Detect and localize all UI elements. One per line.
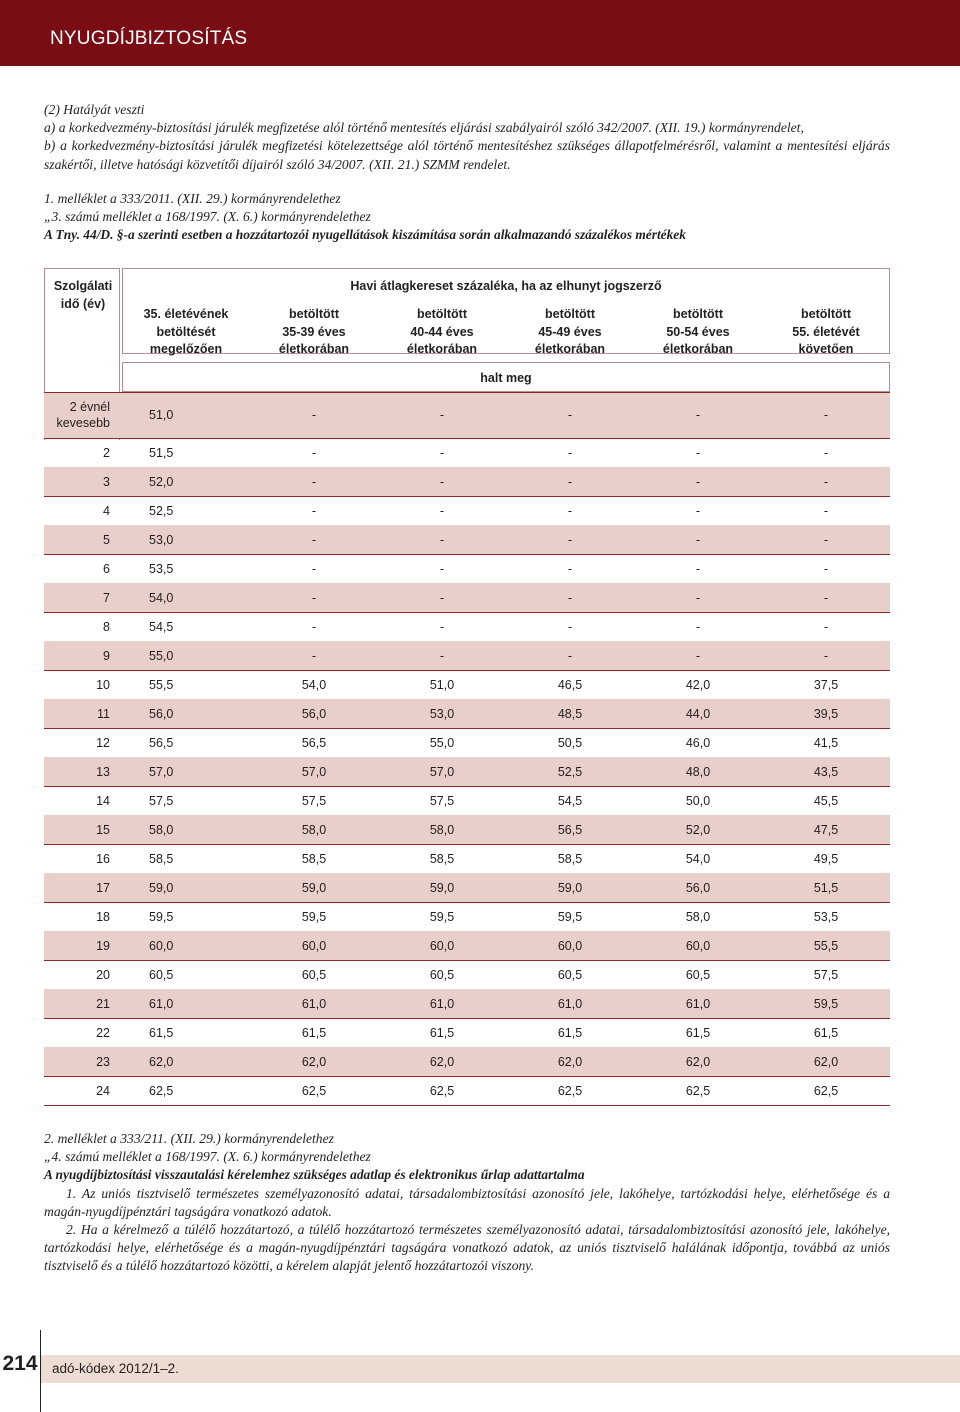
percentage-cell: - bbox=[634, 583, 762, 612]
percentage-cell: 53,0 bbox=[122, 525, 250, 554]
percentage-cell: 58,0 bbox=[685, 909, 711, 924]
percentage-cell: 58,5 bbox=[429, 851, 455, 866]
percentage-cell: 56,0 bbox=[250, 699, 378, 728]
percentage-cell: - bbox=[695, 619, 701, 634]
age-column-header bbox=[506, 306, 634, 359]
service-years-cell: 5 bbox=[44, 525, 120, 554]
percentage-cell: 62,0 bbox=[378, 1047, 506, 1076]
row-gap bbox=[120, 670, 122, 699]
percentage-cell: 59,5 bbox=[301, 909, 327, 924]
percentage-cell: - bbox=[695, 503, 701, 518]
percentage-cell: 61,5 bbox=[301, 1025, 327, 1040]
percentage-cell: - bbox=[634, 392, 762, 438]
age-column-header-line: követően bbox=[798, 342, 854, 356]
percentage-cell: - bbox=[823, 445, 829, 460]
percentage-cell: 55,0 bbox=[429, 735, 455, 750]
percentage-cell: 58,5 bbox=[149, 851, 174, 866]
percentage-cell: - bbox=[378, 467, 506, 496]
age-column-header-line: betöltött bbox=[417, 307, 467, 321]
percentage-cell: 48,0 bbox=[634, 757, 762, 786]
service-years-cell: 2 bbox=[103, 445, 110, 460]
percentage-cell: 59,0 bbox=[506, 873, 634, 902]
percentage-cell: 39,5 bbox=[762, 699, 890, 728]
age-column-header-line: 45-49 éves bbox=[538, 324, 602, 339]
service-years-cell: 17 bbox=[44, 873, 120, 902]
table-row bbox=[44, 392, 890, 438]
row-gap bbox=[120, 641, 122, 670]
section-title: NYUGDÍJBIZTOSÍTÁS bbox=[50, 28, 248, 49]
percentage-cell: - bbox=[823, 619, 829, 634]
page-number: 214 bbox=[2, 1352, 38, 1375]
percentage-cell: 52,5 bbox=[506, 757, 634, 786]
row-gap bbox=[120, 554, 122, 583]
table-row bbox=[44, 844, 890, 873]
percentage-cell: - bbox=[439, 561, 445, 576]
row-gap bbox=[120, 902, 122, 931]
percentage-cell: 60,0 bbox=[122, 931, 250, 960]
annex1-heading bbox=[44, 190, 890, 245]
age-column-header-line: megelőzően bbox=[149, 342, 223, 356]
percentage-cell: 61,0 bbox=[122, 989, 250, 1018]
percentage-cell: 60,0 bbox=[378, 931, 506, 960]
percentage-cell: 48,5 bbox=[506, 699, 634, 728]
percentage-cell: 60,5 bbox=[685, 967, 711, 982]
annex2-line-2: „4. számú melléklet a 168/1997. (X. 6.) kormányrendelethez bbox=[44, 1149, 371, 1165]
percentage-cell: 61,0 bbox=[250, 989, 378, 1018]
row-gap bbox=[120, 467, 122, 496]
percentage-cell: - bbox=[634, 467, 762, 496]
intro-line-1: (2) Hatályát veszti bbox=[44, 102, 145, 117]
service-years-cell: 11 bbox=[44, 699, 120, 728]
age-column-header-line: betöltött bbox=[801, 307, 851, 321]
age-column-header-line: 50-54 éves bbox=[666, 324, 730, 339]
age-column-header bbox=[122, 306, 250, 359]
percentage-cell: 62,0 bbox=[762, 1047, 890, 1076]
row-gap bbox=[120, 612, 122, 641]
percentage-cell: 47,5 bbox=[762, 815, 890, 844]
intro-text bbox=[44, 101, 890, 174]
age-column-header-line: 35. életévének bbox=[143, 307, 229, 321]
row-gap bbox=[120, 815, 122, 844]
percentage-cell: 59,5 bbox=[762, 989, 890, 1018]
percentage-cell: - bbox=[506, 392, 634, 438]
service-years-cell: 4 bbox=[103, 503, 110, 518]
table-row bbox=[44, 815, 890, 844]
age-column-header bbox=[634, 306, 762, 359]
percentage-cell: 60,0 bbox=[506, 931, 634, 960]
percentage-cell: - bbox=[250, 392, 378, 438]
percentage-cell: 55,0 bbox=[122, 641, 250, 670]
percentage-cell: 60,5 bbox=[301, 967, 327, 982]
service-years-cell: 6 bbox=[103, 561, 110, 576]
age-column-header-line: betöltését bbox=[156, 324, 216, 339]
percentage-cell: 56,0 bbox=[634, 873, 762, 902]
percentage-cell: 55,5 bbox=[149, 677, 174, 692]
table-row bbox=[44, 641, 890, 670]
percentage-cell: 62,5 bbox=[557, 1083, 583, 1098]
service-years-label: 2 évnél bbox=[69, 400, 110, 414]
percentage-cell: 57,5 bbox=[149, 793, 174, 808]
footer-divider bbox=[40, 1330, 41, 1412]
percentage-cell: 57,0 bbox=[378, 757, 506, 786]
percentage-cell: 59,5 bbox=[557, 909, 583, 924]
percentage-cell: 51,5 bbox=[762, 873, 890, 902]
percentage-cell: 56,5 bbox=[506, 815, 634, 844]
table-body-top-line bbox=[44, 392, 890, 393]
died-label: halt meg bbox=[480, 371, 532, 385]
percentage-cell: 56,0 bbox=[122, 699, 250, 728]
row-gap bbox=[120, 728, 122, 757]
service-years-cell: 19 bbox=[44, 931, 120, 960]
percentage-cell: 61,5 bbox=[813, 1025, 839, 1040]
table-row bbox=[44, 699, 890, 728]
percentage-cell: - bbox=[250, 641, 378, 670]
age-column-header-line: betöltött bbox=[545, 307, 595, 321]
table-row bbox=[44, 902, 890, 931]
table-row bbox=[44, 525, 890, 554]
percentage-cell: - bbox=[311, 503, 317, 518]
percentage-cell: 52,0 bbox=[634, 815, 762, 844]
percentage-cell: 57,5 bbox=[301, 793, 327, 808]
percentage-cell: - bbox=[250, 583, 378, 612]
service-years-header-l2: idő (év) bbox=[60, 297, 106, 311]
percentage-cell: 59,5 bbox=[429, 909, 455, 924]
age-column-header bbox=[250, 306, 378, 359]
table-row bbox=[44, 467, 890, 496]
percentage-cell: - bbox=[695, 561, 701, 576]
table-row bbox=[44, 786, 890, 815]
row-gap bbox=[120, 699, 122, 728]
table-row bbox=[44, 554, 890, 583]
table-row bbox=[44, 989, 890, 1018]
percentage-cell: 58,0 bbox=[250, 815, 378, 844]
percentage-cell: - bbox=[378, 641, 506, 670]
percentage-cell: 51,0 bbox=[429, 677, 455, 692]
percentage-cell: - bbox=[378, 392, 506, 438]
row-gap bbox=[120, 960, 122, 989]
percentage-cell: 62,5 bbox=[301, 1083, 327, 1098]
section-header-bar bbox=[0, 0, 960, 66]
percentage-cell: - bbox=[762, 467, 890, 496]
percentage-cell: 62,5 bbox=[429, 1083, 455, 1098]
row-gap bbox=[120, 989, 122, 1018]
percentage-cell: 61,5 bbox=[557, 1025, 583, 1040]
row-gap bbox=[120, 525, 122, 554]
percentage-cell: - bbox=[762, 525, 890, 554]
percentage-cell: 60,0 bbox=[250, 931, 378, 960]
age-column-header-line: életkorában bbox=[534, 342, 606, 356]
service-years-cell: 23 bbox=[44, 1047, 120, 1076]
annex2-line-3: A nyugdíjbiztosítási visszautalási kérelemhez szükséges adatlap és elektronikus űrlap adattartalma bbox=[44, 1167, 585, 1183]
age-column-header-line: életkorában bbox=[278, 342, 350, 356]
table-row bbox=[44, 1018, 890, 1047]
percentage-cell: - bbox=[695, 445, 701, 460]
percentage-cell: 57,0 bbox=[250, 757, 378, 786]
percentage-cell: 62,0 bbox=[122, 1047, 250, 1076]
percentage-cell: 43,5 bbox=[762, 757, 890, 786]
age-column-header-line: 55. életévét bbox=[792, 324, 860, 339]
percentage-cell: 59,0 bbox=[122, 873, 250, 902]
publication-name: adó-kódex 2012/1–2. bbox=[52, 1361, 179, 1376]
table-row bbox=[44, 612, 890, 641]
service-years-cell: 14 bbox=[96, 793, 110, 808]
age-column-header-line: életkorában bbox=[662, 342, 734, 356]
percentage-cell: 59,0 bbox=[378, 873, 506, 902]
percentage-cell: 41,5 bbox=[813, 735, 839, 750]
percentage-cell: - bbox=[311, 445, 317, 460]
table-row bbox=[44, 960, 890, 989]
percentage-cell: - bbox=[567, 619, 573, 634]
percentage-cell: 62,0 bbox=[506, 1047, 634, 1076]
age-column-header-line: betöltött bbox=[289, 307, 339, 321]
service-years-cell: 10 bbox=[96, 677, 110, 692]
row-gap bbox=[120, 1047, 122, 1076]
age-column-header bbox=[762, 306, 890, 359]
service-years-cell: 7 bbox=[44, 583, 120, 612]
row-gap bbox=[120, 438, 122, 467]
service-years-cell: 24 bbox=[96, 1083, 110, 1098]
row-gap bbox=[120, 1076, 122, 1105]
row-gap bbox=[120, 844, 122, 873]
row-gap bbox=[120, 873, 122, 902]
percentage-cell: 58,5 bbox=[557, 851, 583, 866]
percentage-cell: 60,5 bbox=[149, 967, 174, 982]
percentage-cell: - bbox=[311, 619, 317, 634]
percentage-cell: 59,0 bbox=[250, 873, 378, 902]
table-row bbox=[44, 873, 890, 902]
percentage-cell: 53,0 bbox=[378, 699, 506, 728]
table-row bbox=[44, 728, 890, 757]
service-years-cell bbox=[44, 392, 120, 438]
percentage-cell: 59,5 bbox=[149, 909, 174, 924]
percentage-cell: - bbox=[634, 525, 762, 554]
percentage-cell: - bbox=[250, 525, 378, 554]
annex2-paragraph-1: 1. Az uniós tisztviselő természetes személyazonosító adatai, társadalombiztosítási azonosító jele, lakóhelye, tartózkodási helye, elérhetősége és a magán-nyugdíjpénztári tagságára vonatkozó adatok. bbox=[44, 1185, 890, 1219]
percentage-cell: 46,5 bbox=[557, 677, 583, 692]
percentage-cell: - bbox=[439, 445, 445, 460]
percentage-cell: 56,5 bbox=[149, 735, 174, 750]
percentage-cell: 50,5 bbox=[557, 735, 583, 750]
percentage-cell: 37,5 bbox=[813, 677, 839, 692]
percentage-cell: 61,0 bbox=[378, 989, 506, 1018]
percentage-cell: 50,0 bbox=[685, 793, 711, 808]
percentage-cell: 61,5 bbox=[429, 1025, 455, 1040]
annex1-line-3: A Tny. 44/D. §-a szerinti esetben a hozzátartozói nyugellátások kiszámítása során alkalmazandó százalékos mértékek bbox=[44, 227, 686, 243]
percentage-cell: 60,5 bbox=[429, 967, 455, 982]
percentage-cell: 53,5 bbox=[813, 909, 839, 924]
row-gap bbox=[120, 931, 122, 960]
percentage-cell: 58,5 bbox=[301, 851, 327, 866]
percentage-cell: 60,5 bbox=[557, 967, 583, 982]
died-header bbox=[122, 362, 890, 392]
percentage-cell: - bbox=[634, 641, 762, 670]
percentage-cell: 51,0 bbox=[122, 392, 250, 438]
percentage-cell: 45,5 bbox=[813, 793, 839, 808]
row-gap bbox=[120, 496, 122, 525]
row-gap bbox=[120, 786, 122, 815]
percentage-cell: - bbox=[506, 583, 634, 612]
annex2-line-1: 2. melléklet a 333/211. (XII. 29.) kormányrendelethez bbox=[44, 1131, 334, 1146]
percentage-cell: 52,5 bbox=[149, 503, 174, 518]
age-column-header-line: betöltött bbox=[673, 307, 723, 321]
row-divider bbox=[44, 1105, 890, 1106]
service-years-cell: 20 bbox=[96, 967, 110, 982]
service-years-cell: 21 bbox=[44, 989, 120, 1018]
service-years-cell: 3 bbox=[44, 467, 120, 496]
percentage-cell: - bbox=[506, 525, 634, 554]
percentage-cell: 51,5 bbox=[149, 445, 174, 460]
percentage-cell: - bbox=[439, 503, 445, 518]
annex2-paragraph-2: 2. Ha a kérelmező a túlélő hozzátartozó, a túlélő hozzátartozó természetes személyazonosító adatai, társadalombiztosítási azonosító jele, lakóhelye, tartózkodási helye, elérhetősége és a magán-nyugdíjpénztári tagságára vonatkozó adatok, az uniós tisztviselő halálának időpontja, továbbá az uniós tisztviselő és a túlélő hozzátartozó közötti, a kérelem alapját jelentő hozzátartozói viszony. bbox=[44, 1222, 890, 1274]
percentage-cell: 44,0 bbox=[634, 699, 762, 728]
percentage-cell: 55,5 bbox=[762, 931, 890, 960]
percentage-cell: - bbox=[439, 619, 445, 634]
intro-line-3: b) a korkedvezmény-biztosítási járulék megfizetési kötelezettsége alól történő mentesítéshez szükséges állapotfelmérésről, valamint a mentesítési eljárás szakértői, illetve hatósági közvetítői díjairól szóló 34/2007. (XII. 21.) SZMM rendelet. bbox=[44, 138, 890, 172]
percentage-cell: 62,0 bbox=[250, 1047, 378, 1076]
percentage-cell: 53,5 bbox=[149, 561, 174, 576]
percentage-cell: - bbox=[762, 641, 890, 670]
percentage-cell: 42,0 bbox=[685, 677, 711, 692]
percentage-cell: - bbox=[378, 525, 506, 554]
percentage-cell: 58,0 bbox=[378, 815, 506, 844]
service-years-cell: 13 bbox=[44, 757, 120, 786]
percentage-cell: 62,5 bbox=[813, 1083, 839, 1098]
annex1-line-2: „3. számú melléklet a 168/1997. (X. 6.) kormányrendelethez bbox=[44, 209, 371, 225]
percentage-cell: 58,0 bbox=[122, 815, 250, 844]
percentage-cell: 46,0 bbox=[685, 735, 711, 750]
table-row bbox=[44, 1076, 890, 1105]
table-row bbox=[44, 931, 890, 960]
service-years-cell: 9 bbox=[44, 641, 120, 670]
service-years-header-l1: Szolgálati bbox=[53, 279, 113, 293]
service-years-cell: 15 bbox=[44, 815, 120, 844]
percentage-cell: 54,0 bbox=[301, 677, 327, 692]
percentage-cell: 54,0 bbox=[685, 851, 711, 866]
annex1-line-1: 1. melléklet a 333/2011. (XII. 29.) kormányrendelethez bbox=[44, 191, 341, 206]
percentage-cell: - bbox=[378, 583, 506, 612]
age-column-header-line: 40-44 éves bbox=[410, 324, 474, 339]
service-years-cell: 12 bbox=[96, 735, 110, 750]
percentage-cell: - bbox=[506, 641, 634, 670]
annex2-section bbox=[44, 1130, 890, 1276]
percentage-cell: 61,5 bbox=[149, 1025, 174, 1040]
percentage-cell: 62,5 bbox=[685, 1083, 711, 1098]
percentage-cell: 56,5 bbox=[301, 735, 327, 750]
percentage-cell: 61,0 bbox=[634, 989, 762, 1018]
percentage-cell: 60,0 bbox=[634, 931, 762, 960]
row-gap bbox=[120, 392, 122, 438]
row-gap bbox=[120, 583, 122, 612]
percentage-cell: 62,0 bbox=[634, 1047, 762, 1076]
percentage-cell: 61,5 bbox=[685, 1025, 711, 1040]
table-row bbox=[44, 438, 890, 467]
percentage-cell: 54,5 bbox=[557, 793, 583, 808]
table-row bbox=[44, 1047, 890, 1076]
percentage-cell: - bbox=[567, 503, 573, 518]
percentage-cell: 54,5 bbox=[149, 619, 174, 634]
percentage-cell: - bbox=[762, 583, 890, 612]
percentage-cell: 57,0 bbox=[122, 757, 250, 786]
percentage-cell: - bbox=[250, 467, 378, 496]
percentage-cell: - bbox=[506, 467, 634, 496]
age-column-header bbox=[378, 306, 506, 359]
row-gap bbox=[120, 757, 122, 786]
percentage-cell: 57,5 bbox=[813, 967, 839, 982]
percentage-cell: 62,5 bbox=[149, 1083, 174, 1098]
percentage-cell: 61,0 bbox=[506, 989, 634, 1018]
percentage-cell: 52,0 bbox=[122, 467, 250, 496]
table-row bbox=[44, 670, 890, 699]
intro-line-2: a) a korkedvezmény-biztosítási járulék megfizetése alól történő mentesítés eljárási szabályairól szóló 342/2007. (XII. 19.) kormányrendelet, bbox=[44, 120, 804, 136]
percentage-cell: 54,0 bbox=[122, 583, 250, 612]
service-years-cell: 16 bbox=[96, 851, 110, 866]
age-column-header-line: életkorában bbox=[406, 342, 478, 356]
service-years-label: kevesebb bbox=[56, 416, 110, 430]
percentage-cell: 57,5 bbox=[429, 793, 455, 808]
service-years-cell: 22 bbox=[96, 1025, 110, 1040]
salary-percentage-title: Havi átlagkereset százaléka, ha az elhunyt jogszerző bbox=[350, 279, 662, 293]
table-row bbox=[44, 757, 890, 786]
table-row bbox=[44, 583, 890, 612]
percentage-cell: 49,5 bbox=[813, 851, 839, 866]
percentage-cell: - bbox=[311, 561, 317, 576]
age-column-header-line: 35-39 éves bbox=[282, 324, 346, 339]
percentage-cell: - bbox=[823, 503, 829, 518]
percentage-cell: - bbox=[567, 561, 573, 576]
percentage-cell: - bbox=[762, 392, 890, 438]
service-years-cell: 8 bbox=[103, 619, 110, 634]
row-gap bbox=[120, 1018, 122, 1047]
service-years-cell: 18 bbox=[96, 909, 110, 924]
percentage-cell: - bbox=[567, 445, 573, 460]
table-row bbox=[44, 496, 890, 525]
percentage-cell: - bbox=[823, 561, 829, 576]
